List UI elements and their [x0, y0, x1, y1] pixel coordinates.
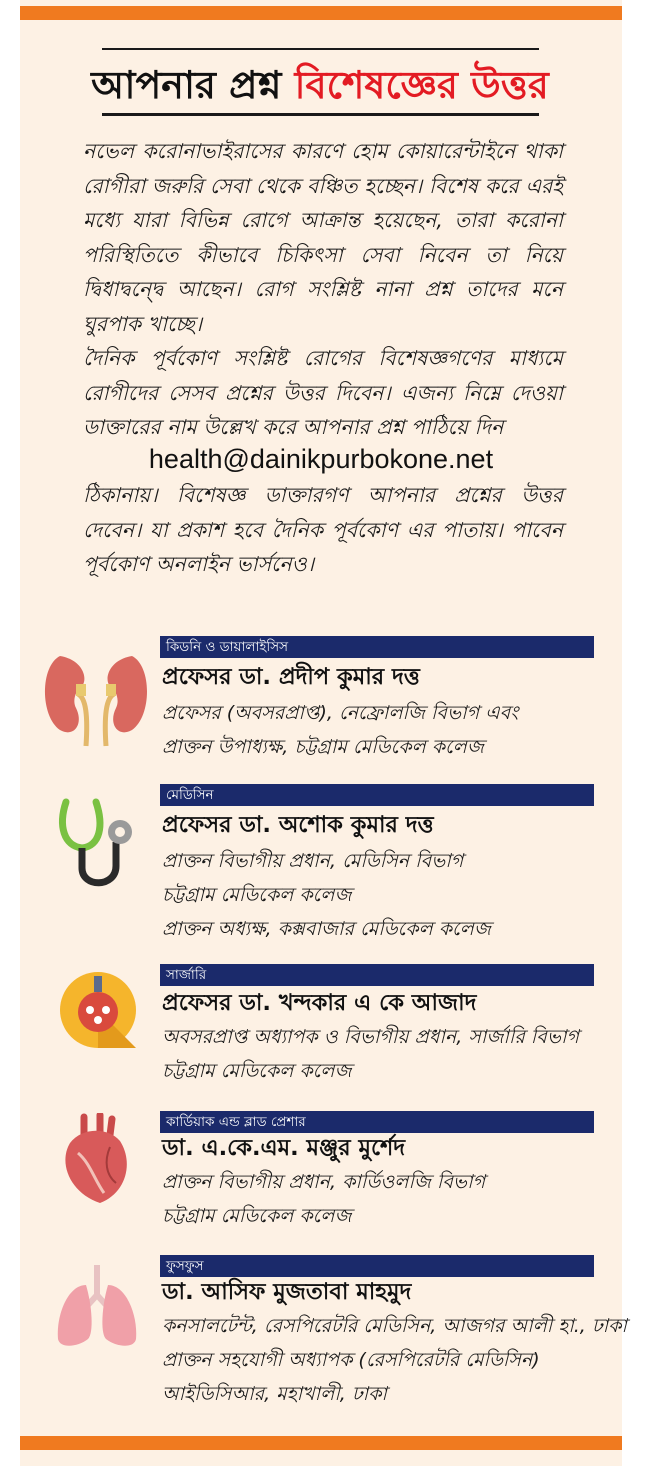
doctor-name: ডা. আসিফ মুজতাবা মাহমুদ: [162, 1279, 412, 1305]
doctor-detail-line: আইডিসিআর, মহাখালী, ঢাকা: [162, 1383, 387, 1405]
top-accent-bar: [20, 6, 622, 20]
page-title: [60, 58, 580, 112]
title-black-part: আপনার প্রশ্ন: [91, 63, 282, 107]
intro-paragraph-3: ঠিকানায়। বিশেষজ্ঞ ডাক্তারগণ আপনার প্রশ্নের উত্তর দেবেন। যা প্রকাশ হবে দৈনিক পূর্বকোণ এর পাতায়। পাবেন পূর্বকোণ অনলাইন ভার্সনেও।: [83, 483, 563, 576]
doctor-name: প্রফেসর ডা. খন্দকার এ কে আজাদ: [162, 990, 477, 1016]
doctor-detail-line: প্রাক্তন অধ্যক্ষ, কক্সবাজার মেডিকেল কলেজ: [162, 918, 491, 940]
lungs-icon: [54, 1265, 140, 1349]
intro-text: [83, 134, 563, 445]
doctor-detail-line: প্রফেসর (অবসরপ্রাপ্ত), নেফ্রোলজি বিভাগ এবং: [162, 702, 519, 724]
doctor-detail-line: চট্টগ্রাম মেডিকেল কলেজ: [162, 1060, 352, 1082]
category-label: মেডিসিন: [160, 784, 594, 806]
stethoscope-icon: [56, 796, 140, 892]
surgery-light-icon: [58, 970, 138, 1050]
doctor-detail-line: প্রাক্তন সহযোগী অধ্যাপক (রেসপিরেটরি মেডিসিন): [162, 1349, 540, 1371]
doctor-detail-line: কনসালটেন্ট, রেসপিরেটরি মেডিসিন, আজগর আলী হা., ঢাকা: [162, 1315, 627, 1337]
doctor-detail-line: প্রাক্তন বিভাগীয় প্রধান, কার্ডিওলজি বিভাগ: [162, 1171, 486, 1193]
intro-paragraph-1: নভেল করোনাভাইরাসের কারণে হোম কোয়ারেন্টাইনে থাকা রোগীরা জরুরি সেবা থেকে বঞ্চিত হচ্ছেন। বিশেষ করে এরই মধ্যে যারা বিভিন্ন রোগে আক্রান্ত হয়েছেন, তারা করোনা পরিস্থিতিতে কীভাবে চিকিৎসা সেবা নিবেন তা নিয়ে দ্বিধাদ্বন্দ্বে আছেন। রোগ সংশ্লিষ্ট নানা প্রশ্ন তাদের মনে ঘুরপাক খাচ্ছে।: [83, 139, 563, 336]
doctor-detail-line: চট্টগ্রাম মেডিকেল কলেজ: [162, 884, 352, 906]
category-label: কার্ডিয়াক এন্ড ব্লাড প্রেশার: [160, 1111, 594, 1133]
doctor-name: প্রফেসর ডা. অশোক কুমার দত্ত: [162, 812, 434, 838]
doctor-detail-line: চট্টগ্রাম মেডিকেল কলেজ: [162, 1205, 352, 1227]
category-label: ফুসফুস: [160, 1255, 594, 1277]
bottom-accent-bar: [20, 1436, 622, 1450]
doctor-name: ডা. এ.কে.এম. মঞ্জুর মুর্শেদ: [162, 1135, 406, 1161]
title-red-part: বিশেষজ্ঞের উত্তর: [294, 63, 549, 107]
heart-icon: [60, 1113, 132, 1205]
title-rule-top: [102, 48, 539, 50]
doctor-detail-line: অবসরপ্রাপ্ত অধ্যাপক ও বিভাগীয় প্রধান, সার্জারি বিভাগ: [162, 1026, 579, 1048]
title-rule-bottom: [102, 113, 539, 116]
category-label: সার্জারি: [160, 964, 594, 986]
category-label: কিডনি ও ডায়ালাইসিস: [160, 636, 594, 658]
kidney-icon: [40, 646, 152, 750]
doctor-detail-line: প্রাক্তন উপাধ্যক্ষ, চট্টগ্রাম মেডিকেল কলেজ: [162, 736, 484, 758]
intro-paragraph-2: দৈনিক পূর্বকোণ সংশ্লিষ্ট রোগের বিশেষজ্ঞগণের মাধ্যমে রোগীদের সেসব প্রশ্নের উত্তর দিবেন। এজন্য নিম্নে দেওয়া ডাক্তারের নাম উল্লেখ করে আপনার প্রশ্ন পাঠিয়ে দিন: [83, 346, 563, 439]
contact-email[interactable]: health@dainikpurbokone.net: [148, 444, 494, 474]
doctor-detail-line: প্রাক্তন বিভাগীয় প্রধান, মেডিসিন বিভাগ: [162, 850, 464, 872]
doctor-name: প্রফেসর ডা. প্রদীপ কুমার দত্ত: [162, 664, 420, 690]
